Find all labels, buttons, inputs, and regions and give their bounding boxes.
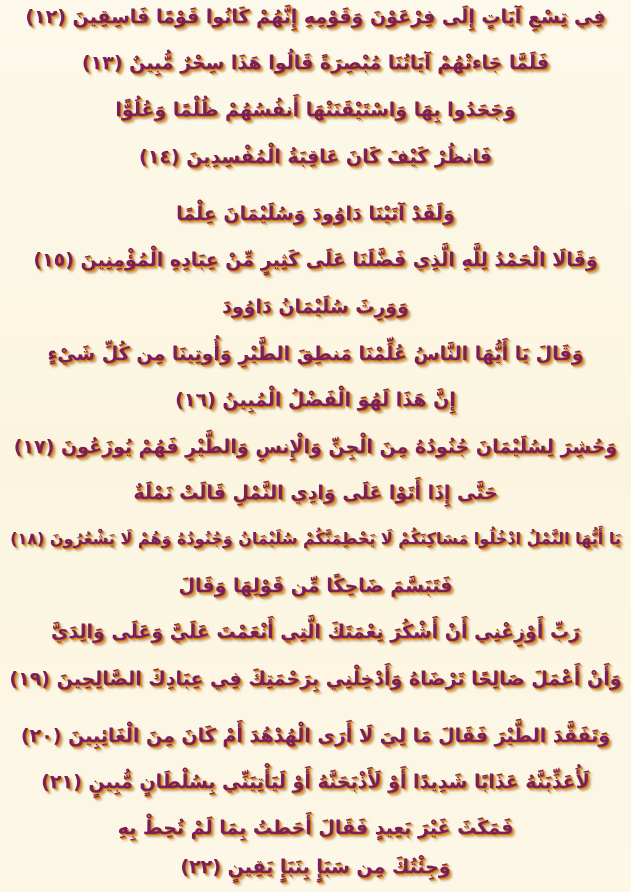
verse-line-8: وَقَالَ يَا أَيُّهَا النَّاسُ عُلِّمْنَا مَنطِقَ الطَّيْرِ وَأُوتِينَا مِن كُلِّ شَيْءٍ (47, 343, 584, 365)
verse-line-15: وَأَنْ أَعْمَلَ صَالِحًا تَرْضَاهُ وَأَدْخِلْنِي بِرَحْمَتِكَ فِي عِبَادِكَ الصَّالِحِينَ (١٩) (9, 668, 622, 690)
verse-line-17: لَأُعَذِّبَنَّهُ عَذَابًا شَدِيدًا أَوْ لَأَذْبَحَنَّهُ أَوْ لَيَأْتِيَنِّي بِسُلْطَانٍ مُّبِينٍ (٢١) (41, 771, 590, 793)
verse-line-1: فِي تِسْعِ آيَاتٍ إِلَى فِرْعَوْنَ وَقَوْمِهِ إِنَّهُمْ كَانُوا قَوْمًا فَاسِقِينَ (١٢) (25, 6, 606, 28)
verse-line-6: وَقَالَا الْحَمْدُ لِلَّهِ الَّذِي فَضَّلَنَا عَلَى كَثِيرٍ مِّنْ عِبَادِهِ الْمُؤْمِنِينَ (١٥) (33, 249, 598, 271)
verse-line-18: فَمَكَثَ غَيْرَ بَعِيدٍ فَقَالَ أَحَطتُ بِمَا لَمْ تُحِطْ بِهِ (117, 817, 514, 839)
verse-line-11: حَتَّى إِذَا أَتَوْا عَلَى وَادِي النَّمْلِ قَالَتْ نَمْلَةٌ (133, 482, 498, 504)
verse-line-10: وَحُشِرَ لِسُلَيْمَانَ جُنُودُهُ مِنَ الْجِنِّ وَالْإِنسِ وَالطَّيْرِ فَهُمْ يُوزَعُونَ (١٧) (13, 436, 618, 458)
verse-line-9: إِنَّ هَذَا لَهُوَ الْفَضْلُ الْمُبِينُ (١٦) (175, 389, 456, 411)
verse-line-2: فَلَمَّا جَاءتْهُمْ آيَاتُنَا مُبْصِرَةً قَالُوا هَذَا سِحْرٌ مُّبِينٌ (١٣) (81, 52, 550, 74)
verse-line-5: وَلَقَدْ آتَيْنَا دَاوُودَ وَسُلَيْمَانَ عِلْمًا (176, 203, 455, 225)
verse-line-3: وَجَحَدُوا بِهَا وَاسْتَيْقَنَتْهَا أَنفُسُهُمْ ظُلْمًا وَعُلُوًّا (115, 99, 516, 121)
verse-line-12: يَا أَيُّهَا النَّمْلُ ادْخُلُوا مَسَاكِنَكُمْ لَا يَحْطِمَنَّكُمْ سُلَيْمَانُ وَجُنُودُهُ وَهُمْ لَا يَشْعُرُونَ (١٨) (10, 529, 621, 548)
verse-line-14: رَبِّ أَوْزِعْنِي أَنْ أَشْكُرَ نِعْمَتَكَ الَّتِي أَنْعَمْتَ عَلَيَّ وَعَلَى وَالِدَيَّ (50, 621, 581, 643)
verse-line-16: وَتَفَقَّدَ الطَّيْرَ فَقَالَ مَا لِيَ لَا أَرَى الْهُدْهُدَ أَمْ كَانَ مِنَ الْغَائِبِينَ (٢٠) (20, 725, 611, 747)
verse-line-13: فَتَبَسَّمَ ضَاحِكًا مِّن قَوْلِهَا وَقَالَ (178, 575, 453, 597)
verse-line-4: فَانظُرْ كَيْفَ كَانَ عَاقِبَةُ الْمُفْسِدِينَ (١٤) (139, 146, 492, 168)
verse-line-19: وَجِئْتُكَ مِن سَبَإٍ بِنَبَإٍ يَقِينٍ (٢٢) (180, 856, 451, 878)
verse-line-7: وَوَرِثَ سُلَيْمَانُ دَاوُودَ (222, 296, 409, 318)
